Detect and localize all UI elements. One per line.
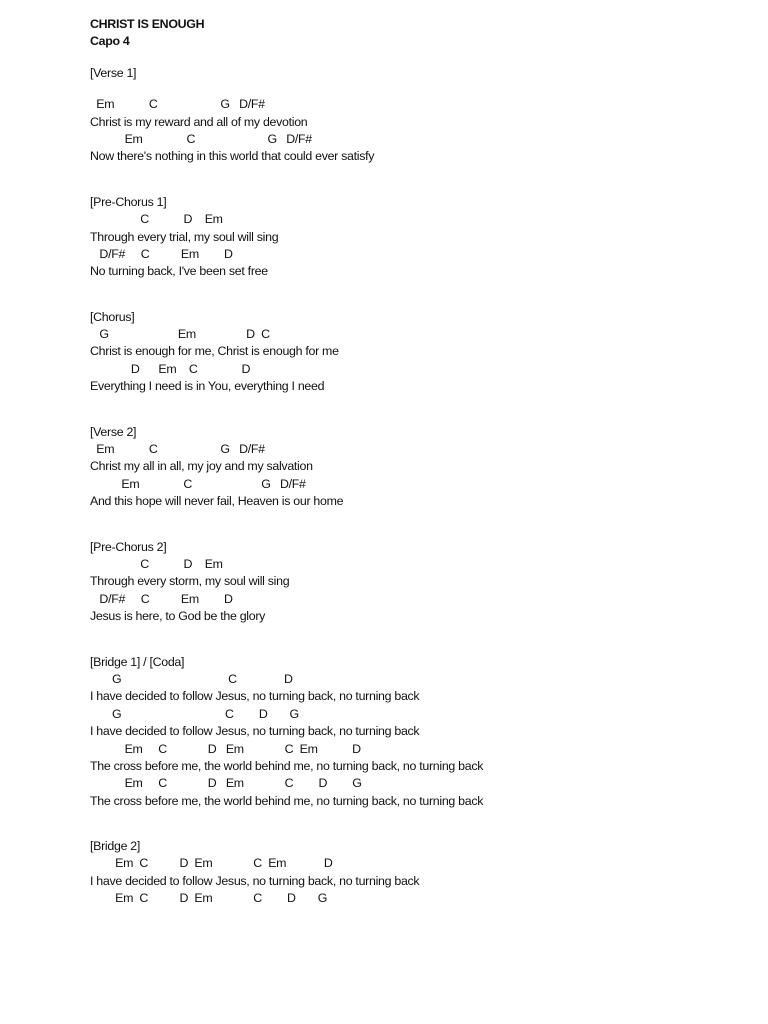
spacer bbox=[90, 51, 750, 65]
lyric-line: And this hope will never fail, Heaven is our home bbox=[90, 494, 344, 509]
lyric-line: No turning back, I've been set free bbox=[90, 264, 268, 279]
chord-line: G C D G bbox=[90, 706, 299, 721]
spacer bbox=[90, 166, 750, 194]
chord-line: Em C D Em C Em D bbox=[90, 856, 333, 871]
section-label-bridge-2: [Bridge 2] bbox=[90, 839, 141, 854]
lyric-line: I have decided to follow Jesus, no turning back, no turning back bbox=[90, 724, 420, 739]
section-label-verse-2: [Verse 2] bbox=[90, 424, 137, 439]
spacer bbox=[90, 396, 750, 424]
lyric-line: Now there's nothing in this world that could ever satisfy bbox=[90, 149, 375, 164]
chord-sheet bbox=[90, 16, 750, 908]
section-label-verse-1: [Verse 1] bbox=[90, 65, 137, 80]
chord-line: Em C G D/F# bbox=[90, 131, 312, 146]
lyric-line: The cross before me, the world behind me, no turning back, no turning back bbox=[90, 793, 484, 808]
chord-line: Em C D Em C Em D bbox=[90, 741, 361, 756]
chord-line: D Em C D bbox=[90, 361, 251, 376]
lyric-line: Christ my all in all, my joy and my salvation bbox=[90, 459, 313, 474]
song-title: CHRIST IS ENOUGH bbox=[90, 17, 205, 31]
chord-line: Em C G D/F# bbox=[90, 442, 265, 457]
capo-label: Capo 4 bbox=[90, 34, 130, 49]
chord-line: Em C G D/F# bbox=[90, 97, 265, 112]
chord-line: C D Em bbox=[90, 556, 223, 571]
spacer bbox=[90, 82, 750, 96]
chord-line: Em C D Em C D G bbox=[90, 776, 362, 791]
lyric-line: Through every storm, my soul will sing bbox=[90, 574, 290, 589]
lyric-line: Christ is my reward and all of my devotion bbox=[90, 114, 308, 129]
chord-line: D/F# C Em D bbox=[90, 591, 233, 606]
chord-line: Em C D Em C D G bbox=[90, 891, 328, 906]
lyric-line: The cross before me, the world behind me, no turning back, no turning back bbox=[90, 758, 484, 773]
chord-line: G C D bbox=[90, 671, 293, 686]
section-label-bridge-1: [Bridge 1] / [Coda] bbox=[90, 654, 185, 669]
lyric-line: I have decided to follow Jesus, no turning back, no turning back bbox=[90, 689, 420, 704]
chord-line: Em C G D/F# bbox=[90, 476, 306, 491]
lyric-line: Christ is enough for me, Christ is enough for me bbox=[90, 344, 339, 359]
spacer bbox=[90, 281, 750, 309]
chord-line: C D Em bbox=[90, 212, 223, 227]
spacer bbox=[90, 511, 750, 539]
lyric-line: Jesus is here, to God be the glory bbox=[90, 609, 266, 624]
lyric-line: I have decided to follow Jesus, no turning back, no turning back bbox=[90, 873, 420, 888]
lyric-line: Everything I need is in You, everything I need bbox=[90, 379, 325, 394]
lyric-line: Through every trial, my soul will sing bbox=[90, 229, 279, 244]
section-label-pre-chorus-2: [Pre-Chorus 2] bbox=[90, 539, 167, 554]
section-label-chorus: [Chorus] bbox=[90, 309, 135, 324]
chord-line: D/F# C Em D bbox=[90, 246, 233, 261]
section-label-pre-chorus-1: [Pre-Chorus 1] bbox=[90, 194, 167, 209]
chord-line: G Em D C bbox=[90, 327, 270, 342]
spacer bbox=[90, 810, 750, 838]
spacer bbox=[90, 626, 750, 654]
